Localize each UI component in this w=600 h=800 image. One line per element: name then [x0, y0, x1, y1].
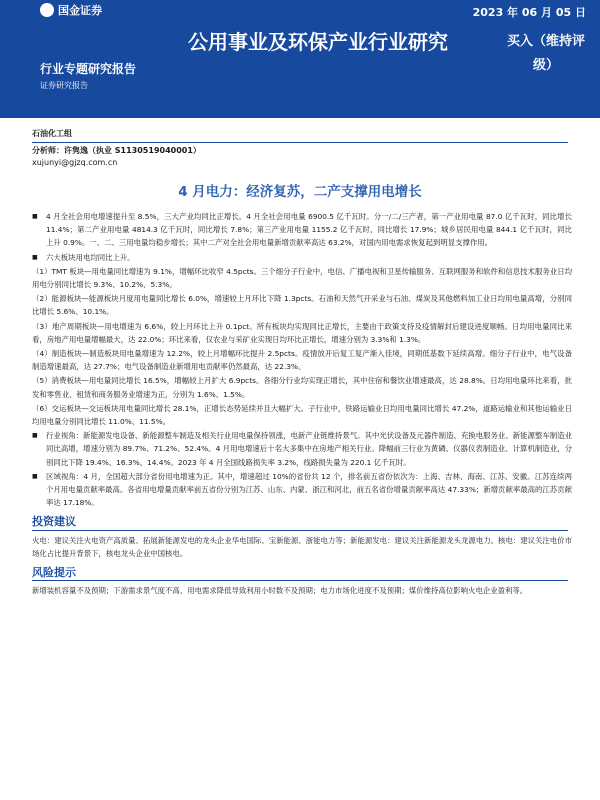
report-type: 行业专题研究报告 — [40, 62, 137, 76]
brand-logo — [40, 2, 102, 18]
paragraph-six-sectors: ■ 六大板块用电均同比上升。 — [32, 251, 572, 264]
paragraph-consumer: （5）消费板块—用电量同比增长 16.5%，增幅较上月扩大 6.9pcts。各细分行业均实现正增长，其中住宿和餐饮业增速最高，达 28.8%。日均用电量环比来看，批发和零售业、租赁和商务服务业增速为正，分别为 1.6%、1.5%。 — [32, 376, 572, 399]
paragraph-regional-view: ■ 区域视角：4 月，全国超大部分省份用电增速为正。其中，增速超过 10%的省份共 12 个，排名前五省份依次为：上海、吉林、海南、江苏、安徽。江苏连续两个月用电量贡献率最高。各省用电增量贡献率前五省份分别为江苏、山东、内蒙、浙江和河北，前五名省份增量贡献率高达 47.33%；新增贡献率最高的江苏贡献率达 17.18%。 — [32, 470, 572, 510]
risk-text: 新增装机容量不及预期；下游需求景气度不高、用电需求降低导致利用小时数不及预期；电力市场化进度不及预期；煤价维持高位影响火电企业盈利等。 — [32, 586, 528, 596]
logo-text: 国金证券 — [58, 4, 102, 17]
logo-icon — [40, 3, 54, 17]
paragraph-total-power: ■ 4 月全社会用电增速提升至 8.5%，三大产业均同比正增长。4 月全社会用电量 6900.5 亿千瓦时。分一/二/三产者，第一产业用电量 87.0 亿千瓦时，同比增长 11.4%；第二产业用电量 4814.3 亿千瓦时，同比增长 7.8%；第三产业用电量 1155.2 亿千瓦时，同比增长 17.9%；城乡居民用电量 844.1 亿千瓦时，同比上升 0.9%。一、二、三用电量均稳步增长；其中二产对全社会用电量新增贡献率高达 63.2%，对国内用电需求恢复起到明显支撑作用。 — [32, 210, 572, 250]
report-title: 公用事业及环保产业行业研究 — [188, 30, 448, 54]
rating-badge: 买入（维持评级） — [506, 34, 585, 73]
investment-text: 火电：建议关注火电资产高质量、拓展新能源发电的龙头企业华电国际、宝新能源、浙能电力等；新能源发电：建议关注新能源龙头龙源电力。核电：建议关注电价市场化占比提升背景下，核电龙头企业中国核电。 — [32, 535, 572, 558]
paragraph-industry-view: ■ 行业视角：新能源发电设备、新能源整车制造及相关行业用电量保持领涨，电新产业链维持景气。其中光伏设备及元器件制造、充换电服务业、新能源整车制造业同比高增，增速分别为 89.7%、71.2%、52.4%。4 月用电增速后十名大多集中在房地产相关行业。降幅前三行业为黄磷、仪器仪表制造业、计算机制造业，分别同比下降 19.4%、16.3%、14.4%。2023 年 4 月全国线路损失率 3.2%，线路损失量为 220.1 亿千瓦时。 — [32, 429, 572, 469]
analyst-block — [32, 128, 568, 169]
paragraph-transport: （6）交运板块—交运板块用电量同比增长 28.1%，正增长态势延续并且大幅扩大。子行业中，铁路运输业日均用电量同比增长 47.2%，道路运输业和其他运输业日均用电量分别同比增长 11.0%、11.5%。 — [32, 403, 572, 427]
report-body — [32, 210, 572, 598]
divider — [32, 530, 568, 531]
paragraph-energy: （2）能源板块—能源板块月度用电量同比增长 6.0%，增速较上月环比下降 1.3pcts。石油和天然气开采业与石油、煤炭及其他燃料加工业日均用电量高增，分别同比增长 5.6%、10.1%。 — [32, 294, 572, 317]
paragraph-real-estate: （3）地产周期板块—用电增速为 6.6%，较上月环比上升 0.1pct。所有板块均实现同比正增长，主要由于政策支持及疫情解封后建设进度顺畅。日均用电量同比来看，房地产用电量增幅最大，达 22.0%；环比来看，仅农业与采矿业实现日均环比正增长，增速分别为 3.3%和 1.3%。 — [32, 321, 572, 344]
report-header — [0, 0, 600, 118]
paragraph-manufacturing: （4）制造板块—制造板块用电量增速为 12.2%，较上月增幅环比提升 2.5pcts。疫情放开后复工复产渐入佳境，同期低基数下延续高增。细分子行业中，电气设备制造增速最高，达 27.7%；电气设备制造业新增用电贡献率仍然最高，达 22.3%。 — [32, 349, 572, 372]
analyst-group: 石油化工组 — [32, 129, 72, 138]
divider — [32, 142, 568, 143]
risk-heading: 风险提示 — [32, 566, 76, 580]
divider — [32, 580, 568, 581]
paragraph-tmt: （1）TMT 板块—用电量同比增速为 9.1%，增幅环比收窄 4.5pcts。三个细分子行业中，电信、广播电视和卫星传输服务、互联网服务和软件和信息技术服务业日均用电分别同比增长 9.3%、10.2%、5.3%。 — [32, 266, 572, 290]
report-subtype: 证券研究报告 — [40, 81, 88, 90]
analyst-email[interactable]: xujunyi@gjzq.com.cn — [32, 158, 118, 167]
report-headline: 4 月电力：经济复苏，二产支撑用电增长 — [178, 184, 422, 200]
report-date: 2023 年 06 月 05 日 — [472, 6, 586, 19]
analyst-name: 分析师：许隽逸（执业 S1130519040001） — [32, 146, 201, 155]
investment-heading: 投资建议 — [32, 515, 76, 529]
